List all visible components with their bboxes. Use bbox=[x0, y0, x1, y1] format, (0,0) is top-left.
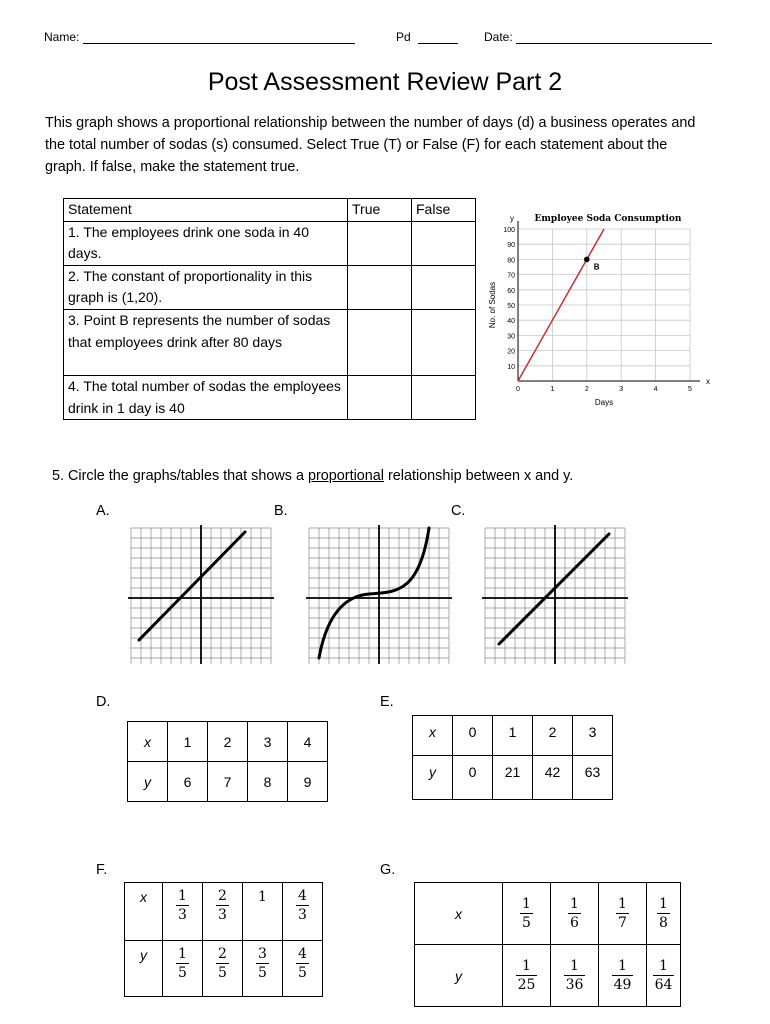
y-tick-label: 90 bbox=[507, 242, 515, 250]
x-axis-letter: x bbox=[706, 377, 710, 386]
x-value-cell: 0 bbox=[453, 716, 493, 756]
numerator: 2 bbox=[218, 946, 227, 962]
false-answer-cell[interactable] bbox=[412, 309, 476, 375]
table-g[interactable] bbox=[414, 882, 681, 1007]
y-value-cell bbox=[163, 941, 203, 997]
denominator: 5 bbox=[522, 915, 531, 931]
y-value-cell bbox=[283, 941, 323, 997]
x-value-cell: 3 bbox=[248, 722, 288, 762]
question-5-prefix: 5. Circle the graphs/tables that shows a bbox=[52, 468, 308, 484]
date-label: Date: bbox=[484, 30, 513, 44]
denominator: 36 bbox=[565, 977, 584, 993]
numerator: 4 bbox=[298, 946, 307, 962]
table-f[interactable] bbox=[124, 882, 323, 997]
graph-c[interactable] bbox=[481, 524, 631, 664]
table-row bbox=[415, 883, 681, 945]
point-label: B bbox=[593, 262, 600, 272]
statement-cell: 4. The total number of sodas the employees drink in 1 day is 40 bbox=[64, 375, 348, 419]
y-value-cell bbox=[243, 941, 283, 997]
x-value-cell: 1 bbox=[168, 722, 208, 762]
denominator: 64 bbox=[654, 977, 673, 993]
y-value-cell: 63 bbox=[573, 756, 613, 800]
x-value-cell bbox=[503, 883, 551, 945]
question-5-underlined: proportional bbox=[307, 468, 384, 484]
y-tick-label: 100 bbox=[503, 227, 515, 234]
pd-field bbox=[396, 30, 458, 44]
y-header-cell: y bbox=[125, 941, 163, 997]
fraction bbox=[296, 945, 309, 982]
x-header-cell: x bbox=[128, 722, 168, 762]
graph-b-curve bbox=[319, 528, 429, 658]
y-header-cell: y bbox=[415, 945, 503, 1007]
table-d-label: D. bbox=[96, 694, 111, 710]
denominator: 3 bbox=[298, 907, 307, 923]
true-answer-cell[interactable] bbox=[348, 375, 412, 419]
table-row bbox=[64, 375, 476, 419]
true-answer-cell[interactable] bbox=[348, 309, 412, 375]
graph-a[interactable] bbox=[127, 524, 277, 664]
table-d[interactable] bbox=[127, 721, 328, 802]
x-value-cell: 1 bbox=[243, 883, 283, 941]
graph-c-line bbox=[499, 534, 609, 644]
y-tick-label: 60 bbox=[507, 287, 515, 295]
y-value-cell: 21 bbox=[493, 756, 533, 800]
graph-a-label: A. bbox=[96, 503, 110, 519]
table-e[interactable] bbox=[412, 715, 613, 800]
numerator: 1 bbox=[522, 958, 531, 974]
y-tick-label: 80 bbox=[507, 257, 515, 265]
table-row bbox=[413, 716, 613, 756]
denominator: 6 bbox=[570, 915, 579, 931]
graph-b-label: B. bbox=[274, 503, 288, 519]
y-value-cell: 8 bbox=[248, 762, 288, 802]
y-value-cell: 6 bbox=[168, 762, 208, 802]
y-tick-label: 40 bbox=[507, 318, 515, 326]
true-answer-cell[interactable] bbox=[348, 221, 412, 265]
x-value-cell bbox=[283, 883, 323, 941]
question-5-suffix: relationship between x and y. bbox=[383, 468, 574, 484]
x-value-cell bbox=[163, 883, 203, 941]
table-row bbox=[413, 756, 613, 800]
date-blank[interactable] bbox=[516, 43, 712, 44]
x-tick-label: 5 bbox=[688, 386, 692, 393]
graph-b[interactable] bbox=[305, 524, 455, 664]
fraction bbox=[564, 957, 586, 994]
fraction bbox=[616, 895, 629, 932]
numerator: 1 bbox=[618, 958, 627, 974]
x-value-cell bbox=[551, 883, 599, 945]
denominator: 3 bbox=[218, 907, 227, 923]
pd-label: Pd bbox=[396, 30, 411, 44]
false-answer-cell[interactable] bbox=[412, 221, 476, 265]
table-f-label: F. bbox=[96, 862, 108, 878]
numerator: 1 bbox=[659, 958, 668, 974]
y-value-cell: 42 bbox=[533, 756, 573, 800]
x-tick-label: 0 bbox=[516, 386, 520, 393]
numerator: 1 bbox=[570, 958, 579, 974]
page-title: Post Assessment Review Part 2 bbox=[207, 68, 563, 96]
statement-table-header bbox=[64, 199, 476, 222]
soda-consumption-chart bbox=[478, 205, 718, 415]
denominator: 5 bbox=[298, 965, 307, 981]
fraction bbox=[296, 887, 309, 924]
date-field bbox=[484, 30, 712, 44]
statement-cell: 2. The constant of proportionality in this graph is (1,20). bbox=[64, 265, 348, 309]
name-label: Name: bbox=[44, 30, 80, 44]
x-tick-label: 1 bbox=[550, 386, 555, 393]
fraction bbox=[176, 945, 189, 982]
true-header: True bbox=[348, 199, 412, 222]
y-value-cell bbox=[599, 945, 647, 1007]
y-tick-label: 20 bbox=[507, 348, 515, 356]
x-header-cell: x bbox=[125, 883, 163, 941]
table-row bbox=[64, 309, 476, 375]
x-tick-label: 4 bbox=[653, 386, 658, 393]
y-axis-letter: y bbox=[510, 214, 514, 223]
x-value-cell: 2 bbox=[208, 722, 248, 762]
fraction bbox=[216, 887, 229, 924]
numerator: 1 bbox=[659, 896, 668, 912]
fraction bbox=[256, 945, 269, 982]
fraction bbox=[612, 957, 634, 994]
x-value-cell bbox=[203, 883, 243, 941]
statement-header: Statement bbox=[64, 199, 348, 222]
y-header-cell: y bbox=[413, 756, 453, 800]
false-header: False bbox=[412, 199, 476, 222]
numerator: 1 bbox=[570, 896, 579, 912]
table-row bbox=[128, 762, 328, 802]
denominator: 5 bbox=[258, 965, 267, 981]
fraction bbox=[516, 957, 538, 994]
y-value-cell bbox=[203, 941, 243, 997]
x-value-cell: 4 bbox=[288, 722, 328, 762]
table-row bbox=[64, 221, 476, 265]
graph-c-label: C. bbox=[451, 503, 466, 519]
pd-blank[interactable] bbox=[418, 43, 458, 44]
false-answer-cell[interactable] bbox=[412, 265, 476, 309]
intro-text: This graph shows a proportional relationship between the number of days (d) a business operates and the total number of sodas (s) consumed. Select True (T) or False (F) for each statement about the graph. If false, make the statement true. bbox=[45, 115, 696, 175]
y-value-cell bbox=[647, 945, 681, 1007]
table-row bbox=[128, 722, 328, 762]
chart-title: Employee Soda Consumption bbox=[534, 214, 682, 224]
y-value-cell: 7 bbox=[208, 762, 248, 802]
denominator: 5 bbox=[218, 965, 227, 981]
denominator: 3 bbox=[178, 907, 187, 923]
numerator: 1 bbox=[618, 896, 627, 912]
data-point bbox=[584, 257, 590, 263]
fraction bbox=[653, 957, 675, 994]
true-answer-cell[interactable] bbox=[348, 265, 412, 309]
table-row bbox=[125, 941, 323, 997]
question-5 bbox=[52, 468, 573, 484]
name-field bbox=[44, 30, 355, 44]
name-blank[interactable] bbox=[83, 43, 355, 44]
y-tick-label: 10 bbox=[507, 363, 515, 371]
x-value-cell: 2 bbox=[533, 716, 573, 756]
denominator: 49 bbox=[613, 977, 632, 993]
x-axis-label: Days bbox=[594, 398, 614, 407]
table-row bbox=[415, 945, 681, 1007]
denominator: 25 bbox=[517, 977, 536, 993]
numerator: 1 bbox=[522, 896, 531, 912]
fraction bbox=[568, 895, 581, 932]
y-value-cell bbox=[503, 945, 551, 1007]
statement-table bbox=[63, 198, 476, 420]
numerator: 2 bbox=[218, 888, 227, 904]
y-header-cell: y bbox=[128, 762, 168, 802]
denominator: 8 bbox=[659, 915, 668, 931]
numerator: 4 bbox=[298, 888, 307, 904]
statement-cell: 3. Point B represents the number of sodas that employees drink after 80 days bbox=[64, 309, 348, 375]
x-value-cell bbox=[647, 883, 681, 945]
y-axis-label: No. of Sodas bbox=[488, 281, 497, 329]
y-tick-label: 30 bbox=[507, 333, 515, 341]
numerator: 1 bbox=[178, 946, 187, 962]
false-answer-cell[interactable] bbox=[412, 375, 476, 419]
y-tick-label: 70 bbox=[507, 272, 515, 280]
y-tick-label: 50 bbox=[507, 303, 515, 310]
denominator: 5 bbox=[178, 965, 187, 981]
table-g-label: G. bbox=[380, 862, 396, 878]
x-tick-label: 3 bbox=[619, 386, 624, 393]
table-row bbox=[125, 883, 323, 941]
denominator: 7 bbox=[618, 915, 627, 931]
statement-cell: 1. The employees drink one soda in 40 days. bbox=[64, 221, 348, 265]
x-header-cell: x bbox=[415, 883, 503, 945]
y-value-cell: 9 bbox=[288, 762, 328, 802]
x-value-cell: 1 bbox=[493, 716, 533, 756]
y-value-cell: 0 bbox=[453, 756, 493, 800]
x-value-cell bbox=[599, 883, 647, 945]
numerator: 1 bbox=[178, 888, 187, 904]
fraction bbox=[520, 895, 533, 932]
y-value-cell bbox=[551, 945, 599, 1007]
x-value-cell: 3 bbox=[573, 716, 613, 756]
numerator: 3 bbox=[258, 946, 267, 962]
table-e-label: E. bbox=[380, 694, 394, 710]
table-row bbox=[64, 265, 476, 309]
fraction bbox=[216, 945, 229, 982]
x-header-cell: x bbox=[413, 716, 453, 756]
fraction bbox=[657, 895, 670, 932]
fraction bbox=[176, 887, 189, 924]
x-tick-label: 2 bbox=[584, 386, 589, 393]
